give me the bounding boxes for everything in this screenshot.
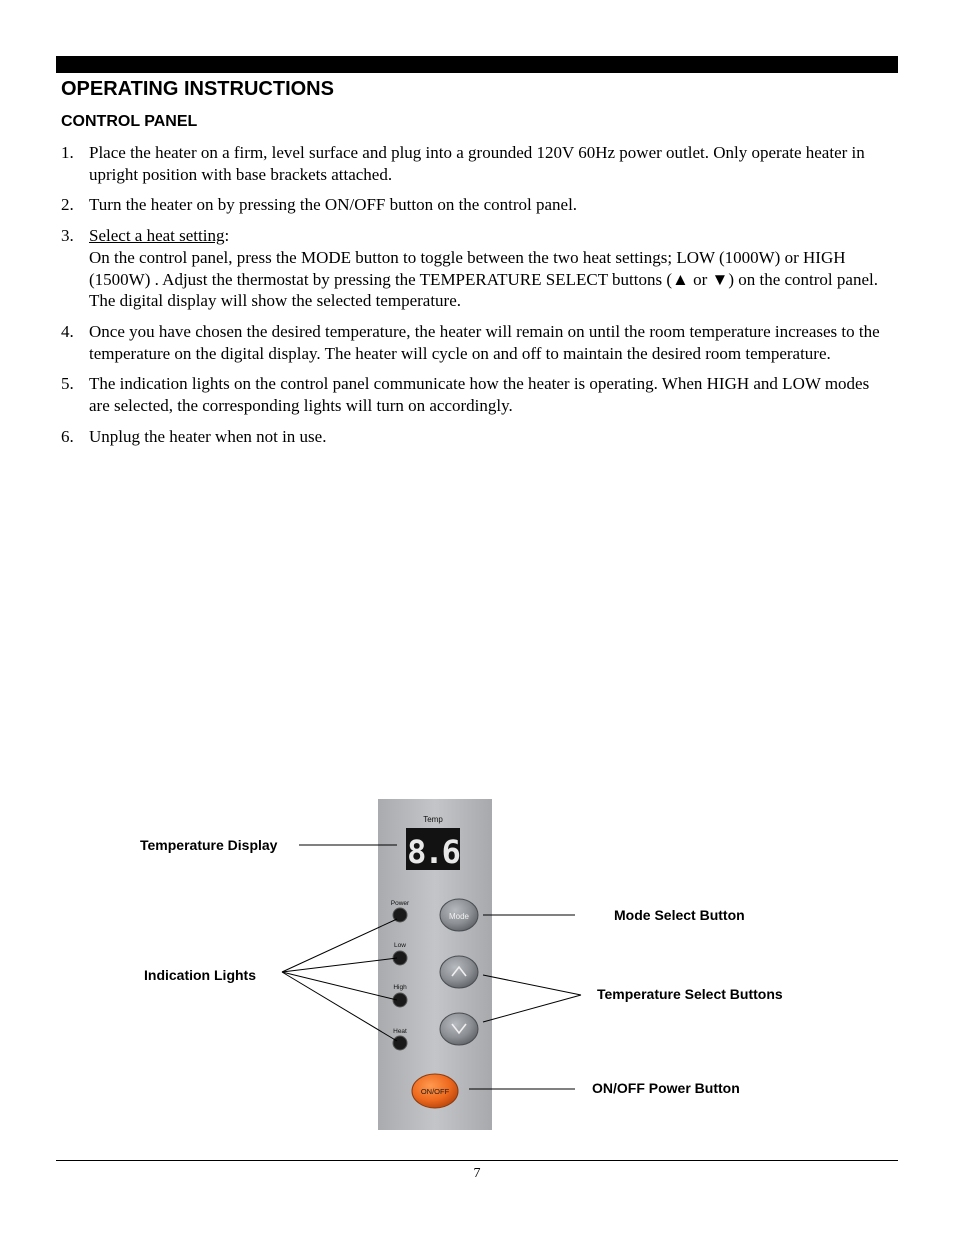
callout-indication-lights: Indication Lights xyxy=(144,967,256,983)
temperature-display-value: 8.6 xyxy=(407,833,459,871)
callout-temperature-select: Temperature Select Buttons xyxy=(597,986,783,1002)
step-number: 2. xyxy=(61,195,74,215)
step-number: 4. xyxy=(61,321,74,341)
step-text: Place the heater on a firm, level surface and plug into a grounded 120V 60Hz power outlet. Only operate heater in upright position with base brackets attached. xyxy=(89,143,865,184)
step-text: The indication lights on the control panel communicate how the heater is operating. When HIGH and LOW modes are selected, the corresponding lights will turn on accordingly. xyxy=(89,374,870,416)
temperature-up-button[interactable] xyxy=(440,956,478,988)
temp-label: Temp xyxy=(423,815,443,824)
mode-button[interactable] xyxy=(440,899,478,931)
step-text: Turn the heater on by pressing the ON/OFF button on the control panel. xyxy=(89,195,578,215)
callout-temperature-display: Temperature Display xyxy=(140,837,278,853)
step-colon: : xyxy=(224,226,230,246)
heat-light xyxy=(393,1036,407,1050)
step-number: 1. xyxy=(61,143,74,162)
temperature-down-button[interactable] xyxy=(440,1013,478,1045)
callout-onoff-power: ON/OFF Power Button xyxy=(592,1080,740,1096)
step-text: Once you have chosen the desired temperature, the heater will remain on until the room temperature increases to the temperature on the digital display. The heater will cycle on and off to maintain the desired room temperature. xyxy=(89,321,880,363)
light-label-low: Low xyxy=(394,942,406,949)
onoff-button[interactable] xyxy=(412,1074,458,1108)
step-subheading: Select a heat setting xyxy=(89,226,225,246)
step-text: Unplug the heater when not in use. xyxy=(89,426,327,446)
mode-button-label: Mode xyxy=(448,912,470,921)
section-heading: OPERATING INSTRUCTIONS xyxy=(61,78,334,100)
onoff-button-label: ON/OFF xyxy=(420,1087,450,1096)
light-label-high: High xyxy=(393,984,407,991)
step-number: 6. xyxy=(61,426,74,446)
light-label-heat: Heat xyxy=(393,1028,407,1035)
page-number: 7 xyxy=(473,1166,481,1181)
step-number: 3. xyxy=(61,226,74,246)
step-number: 5. xyxy=(61,374,74,394)
step-text: On the control panel, press the MODE button to toggle between the two heat settings; LOW (1000W) or HIGH (1500W) . Adjust the thermostat by pressing the TEMPERATURE SELECT buttons (▲ or ▼) on the control panel. The digital display will show the selected temperature. xyxy=(89,247,878,311)
callout-mode-select: Mode Select Button xyxy=(614,907,745,923)
subsection-heading: CONTROL PANEL xyxy=(61,113,198,130)
footer-rule xyxy=(56,1160,898,1161)
light-label-power: Power xyxy=(390,900,410,907)
